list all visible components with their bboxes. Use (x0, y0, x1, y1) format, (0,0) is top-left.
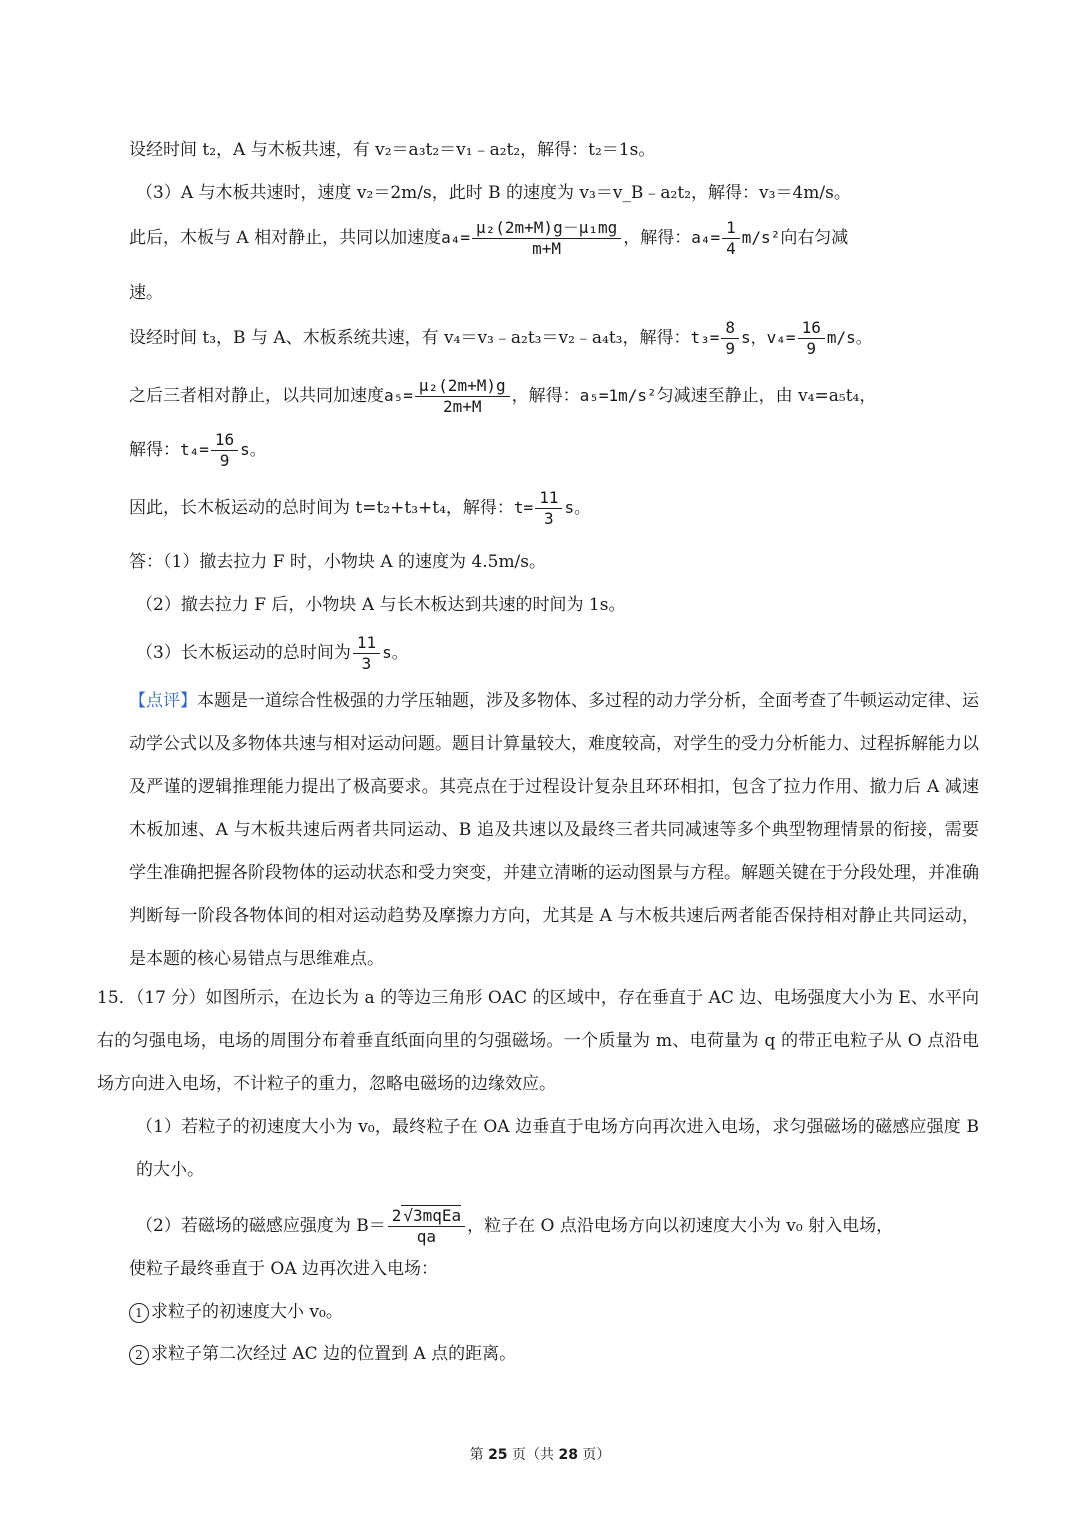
answer-line-3 (136, 633, 408, 674)
footer-text: 页（共 (507, 1447, 559, 1463)
fraction-denominator: 4 (726, 239, 736, 258)
fraction-numerator: 16 (211, 430, 238, 451)
formula-a4-label: a₄= (441, 228, 470, 247)
text: 求粒子第二次经过 AC 边的位置到 A 点的距离。 (151, 1344, 517, 1364)
text: 设经时间 t₃，B 与 A、木板系统共速，有 v₄＝v₃﹣a₂t₃＝v₂﹣a₄t₃，解得： (129, 328, 691, 348)
review-text: 本题是一道综合性极强的力学压轴题，涉及多物体、多过程的动力学分析，全面考查了牛顿运动定律、运动学公式以及多物体共速与相对运动问题。题目计算量较大，难度较高，对学生的受力分析能力、过程拆解能力以及严谨的逻辑推理能力提出了极高要求。其亮点在于过程设计复杂且环环相扣，包含了拉力作用、撤力后 A 减速木板加速、A 与木板共速后两者共同运动、B 追及共速以及最终三者共同减速等多个典型物理情景的衔接，需要学生准确把握各阶段物体的运动状态和受力突变，并建立清晰的运动图景与方程。解题关键在于分段处理，并准确判断每一阶段各物体间的相对运动趋势及摩擦力方向，尤其是 A 与木板共速后两者能否保持相对静止共同运动，是本题的核心易错点与思维难点。 (129, 691, 979, 969)
fraction-numerator: 1 (722, 218, 740, 239)
text: ，解得： (511, 386, 580, 406)
text: ，粒子在 O 点沿电场方向以初速度大小为 v₀ 射入电场， (467, 1216, 894, 1236)
question-15-part-2 (136, 1206, 893, 1247)
text: 匀减速至静止，由 v₄=a₅t₄， (656, 386, 877, 406)
coefficient: 2 (391, 1206, 402, 1225)
formula-t3-label: t₃= (690, 328, 720, 347)
fraction-denominator: 2m+M (442, 397, 482, 416)
total-pages: 28 (558, 1447, 578, 1463)
formula-t3-fraction (721, 318, 739, 359)
sub-question-1 (129, 1300, 343, 1324)
answer-line-1: 答：（1）撤去拉力 F 时，小物块 A 的速度为 4.5m/s。 (129, 552, 547, 572)
text: 解得： (129, 440, 180, 460)
text: 因此，长木板运动的总时间为 t=t₂+t₃+t₄，解得： (129, 498, 514, 518)
sqrt-expression: √3mqEa (403, 1206, 462, 1225)
fraction-numerator: 16 (798, 318, 825, 339)
fraction-denominator: 9 (725, 339, 736, 358)
formula-result-fraction (722, 218, 740, 259)
text: 求粒子的初速度大小 v₀。 (151, 1302, 343, 1322)
fraction-denominator: 9 (806, 339, 817, 358)
formula-v4-label: s，v₄= (741, 328, 796, 347)
formula-t4-fraction (211, 430, 238, 471)
unit: m/s² (741, 228, 781, 247)
question-15-part-1: （1）若粒子的初速度大小为 v₀，最终粒子在 OA 边垂直于电场方向再次进入电场，求匀强磁场的磁感应强度 B 的大小。 (136, 1117, 979, 1180)
unit: s。 (382, 643, 408, 662)
answer-line-2: （2）撤去拉力 F 后，小物块 A 与长木板达到共速的时间为 1s。 (136, 595, 626, 615)
circled-number-2: 2 (129, 1345, 149, 1365)
footer-text: 第 (469, 1447, 489, 1463)
fraction-numerator: μ₂(2m+M)g－μ₁mg (472, 218, 621, 239)
review-paragraph (129, 680, 979, 981)
fraction-numerator: 11 (535, 488, 562, 509)
fraction-denominator: m+M (532, 239, 562, 258)
formula-b-fraction (388, 1206, 465, 1247)
question-15-text: 15．（17 分）如图所示，在边长为 a 的等边三角形 OAC 的区域中，存在垂直于 AC 边、电场强度大小为 E、水平向右的匀强电场，电场的周围分布着垂直纸面向里的匀强磁场。一个质量为 m、电荷量为 q 的带正电粒子从 O 点沿电场方向进入电场，不计粒子的重力，忽略电磁场的边缘效应。 (97, 988, 979, 1094)
fraction-denominator: 9 (219, 451, 230, 470)
unit: m/s。 (826, 328, 872, 347)
text: ，解得： (623, 228, 692, 248)
formula-result-label: a₄= (691, 228, 721, 247)
text: 向右匀减 (780, 228, 849, 248)
fraction-numerator (388, 1206, 465, 1227)
formula-t-fraction (535, 488, 562, 529)
unit: s。 (240, 440, 266, 459)
sub-question-2 (129, 1342, 516, 1366)
text: （3）长木板运动的总时间为 (136, 643, 351, 663)
footer-text: 页） (577, 1447, 611, 1463)
question-15 (97, 977, 979, 1106)
solution-line-5 (129, 318, 872, 359)
fraction-denominator: 3 (361, 654, 372, 673)
formula-t-label: t= (513, 498, 534, 517)
formula-a4-fraction (472, 218, 621, 259)
formula-result: a₅=1m/s² (579, 386, 657, 405)
text: 此后，木板与 A 相对静止，共同以加速度 (129, 228, 442, 248)
solution-line-2: （3）A 与木板共速时，速度 v₂＝2m/s，此时 B 的速度为 v₃＝v_B﹣a₂t₂，解得：v₃＝4m/s。 (136, 183, 851, 203)
solution-line-8 (129, 488, 590, 529)
fraction-denominator: qa (416, 1227, 437, 1246)
current-page: 25 (488, 1447, 508, 1463)
solution-line-6 (129, 376, 876, 417)
text: （2）若磁场的磁感应强度为 B＝ (136, 1216, 386, 1236)
formula-v4-fraction (798, 318, 825, 359)
fraction-numerator: μ₂(2m+M)g (415, 376, 510, 397)
solution-line-1: 设经时间 t₂，A 与木板共速，有 v₂＝a₃t₂＝v₁﹣a₂t₂，解得：t₂＝1s。 (129, 140, 656, 160)
solution-line-4: 速。 (129, 283, 163, 303)
formula-t-fraction (353, 633, 380, 674)
formula-a5-fraction (415, 376, 510, 417)
unit: s。 (564, 498, 591, 517)
fraction-numerator: 11 (353, 633, 380, 654)
fraction-numerator: 8 (721, 318, 739, 339)
formula-a5-label: a₅= (384, 386, 413, 405)
text: 之后三者相对静止，以共同加速度 (129, 386, 384, 406)
formula-t4-label: t₄= (180, 440, 209, 459)
circled-number-1: 1 (129, 1303, 149, 1323)
fraction-denominator: 3 (544, 509, 554, 528)
page-footer (0, 1444, 1080, 1464)
solution-line-3 (129, 218, 848, 259)
solution-line-7 (129, 430, 266, 471)
question-15-part-2-line-2: 使粒子最终垂直于 OA 边再次进入电场： (129, 1259, 439, 1279)
review-tag: 【点评】 (129, 691, 197, 711)
